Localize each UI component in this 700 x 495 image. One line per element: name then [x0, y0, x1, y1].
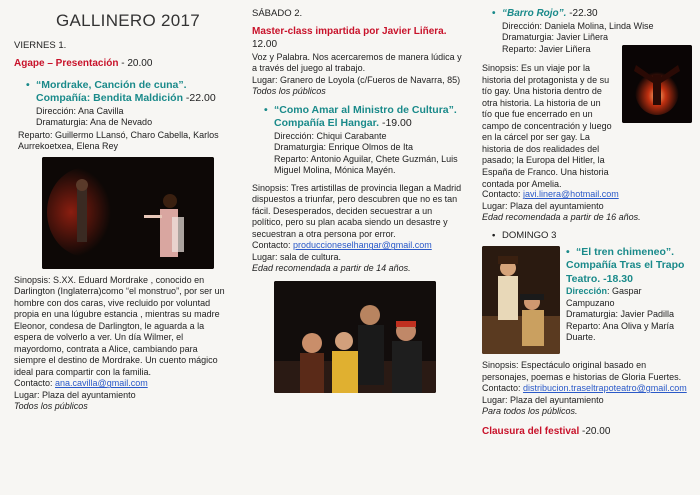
event-mordrake-contact: Contacto: ana.cavilla@gmail.com — [14, 378, 148, 389]
event-mordrake-dramaturgy: Dramaturgia: Ana de Nevado — [36, 117, 153, 128]
masterclass-audience: Todos los públicos — [252, 86, 326, 97]
page-title: GALLINERO 2017 — [56, 11, 201, 30]
closing-time: -20.00 — [579, 425, 611, 437]
event-ministro-time: -19.00 — [379, 117, 412, 130]
event-ministro-direction: Dirección: Chiqui Carabante — [274, 130, 387, 141]
event-tren-name: “El tren chimeneo”. — [576, 246, 675, 259]
event-mordrake-time: -22.00 — [183, 92, 216, 105]
barro-rojo-synopsis-block — [482, 63, 692, 189]
event-mordrake-name: “Mordrake, Canción de cuna”. — [36, 78, 187, 91]
agape-time: - 20.00 — [118, 57, 153, 69]
event-tren-time: -18.30 — [600, 272, 633, 285]
event-barro-rojo-dramaturgy: Dramaturgia: Javier Liñera — [502, 32, 609, 43]
bullet-icon: • — [566, 246, 570, 259]
event-tren-company-line — [566, 259, 692, 286]
event-barro-rojo-synopsis: Sinopsis: Es un viaje por la historia del protagonista y de su tío gay. Una historia dentro de otra historia. La historia de un tío que fue encerrado en un campo de concentración y luego en la cárcel por ser gay. La historia de dos realidades del pasado; la Europa del Hitler, la España de Franco. Una historia contada por Amelia. — [482, 63, 612, 189]
event-mordrake-cast: Reparto: Guillermo LLansó, Charo Cabella, Karlos Aurrekoetxea, Elena Rey — [18, 129, 219, 152]
masterclass-line — [252, 26, 462, 52]
event-tren-direction: Dirección: Gaspar Campuzano — [566, 286, 642, 308]
event-barro-rojo-direction: Dirección: Daniela Molina, Linda Wise — [502, 20, 654, 31]
event-mordrake-audience: Todos los públicos — [14, 401, 88, 412]
event-ministro-contact: Contacto: produccioneselhangar@gmail.com — [252, 240, 432, 251]
event-barro-rojo-title — [492, 8, 692, 21]
event-tren-company: Compañía Tras el Trapo Teatro. — [566, 259, 685, 285]
event-ministro-dramaturgy: Dramaturgia: Enrique Olmos de Ita — [274, 142, 414, 153]
event-ministro-name: “Como Amar al Ministro de Cultura”. — [274, 103, 457, 116]
day-heading-sunday: • DOMINGO 3 — [492, 229, 557, 241]
masterclass-time: 12.00 — [252, 38, 278, 50]
event-tren-synopsis: Sinopsis: Espectáculo original basado en personajes, poemas e historias de Gloria Fuertes. — [482, 360, 682, 382]
event-barro-rojo-time: -22.30 — [566, 8, 598, 19]
event-mordrake — [14, 79, 230, 129]
day-heading-friday: VIERNES 1. — [14, 39, 67, 51]
agape-label: Agape – Presentación — [14, 57, 119, 69]
bullet-icon: • — [492, 8, 496, 19]
masterclass-place: Lugar: Granero de Loyola (c/Fueros de Navarra, 85) — [252, 74, 461, 85]
barro-rojo-photo — [622, 45, 692, 123]
event-tren-audience: Para todos los públicos. — [482, 406, 578, 417]
event-mordrake-title — [26, 79, 230, 92]
event-ministro — [252, 104, 462, 177]
event-mordrake-place: Lugar: Plaza del ayuntamiento — [14, 389, 136, 400]
bullet-icon: • — [26, 78, 30, 91]
event-barro-rojo-age: Edad recomendada a partir de 16 años. — [482, 212, 641, 223]
masterclass-description: Voz y Palabra. Nos acercaremos de manera lúdica y a través del juego al trabajo. — [252, 51, 462, 74]
event-mordrake-company: Compañía: Bendita Maldición — [36, 92, 184, 105]
column-saturday — [238, 0, 470, 495]
event-tren-cast: Reparto: Ana Oliva y María Duarte. — [566, 320, 675, 343]
event-ministro-age: Edad recomendada a partir de 14 años. — [252, 263, 411, 274]
event-tren — [566, 246, 692, 354]
contact-email-link[interactable]: produccioneselhangar@gmail.com — [293, 240, 432, 251]
tren-chimeneo-photo — [482, 246, 560, 354]
event-tren-place: Lugar: Plaza del ayuntamiento — [482, 394, 604, 405]
event-ministro-title — [264, 104, 462, 117]
event-barro-rojo-cast: Reparto: Javier Liñera — [502, 43, 591, 54]
agape-line — [14, 58, 230, 71]
closing-label: Clausura del festival — [482, 425, 580, 437]
event-tren-title — [566, 246, 692, 259]
event-ministro-place: Lugar: sala de cultura. — [252, 251, 342, 262]
event-mordrake-company-line — [26, 92, 230, 105]
contact-email-link[interactable]: javi.linera@hotmail.com — [523, 189, 619, 200]
event-ministro-company-line — [264, 117, 462, 130]
event-ministro-cast: Reparto: Antonio Aguilar, Chete Guzmán, Luis Miguel Molina, Mónica Mayén. — [274, 153, 458, 176]
event-mordrake-synopsis: Sinopsis: S.XX. Eduard Mordrake , conocido en Darlington (Inglaterra)como “el monstruo”, por ser un hombre con dos caras, vive recluido por voluntad propia en una lúgubre estancia , mientras su madre Eleonor, condesa de Darlington, le aguarda a la espera de volverlo a ver. Un día Wilmer, el mayordomo, contrata a Alice, cambiando para siempre el destino de Mordrake. Un cuento mágico ideal para compartir con la familia. — [14, 274, 225, 377]
event-barro-rojo-name: “Barro Rojo”. — [502, 8, 567, 19]
event-ministro-synopsis: Sinopsis: Tres artistillas de provincia llegan a Madrid dispuestos a triunfar, pero descubren que no es tan fácil. Desesperados, deciden secuestrar a un político, pero su plan acaba siendo un desastre y secuestran a otra persona por error. — [252, 182, 462, 239]
column-saturday-sunday — [470, 0, 700, 495]
column-friday — [0, 0, 238, 495]
masterclass-label: Master-class impartida por Javier Liñera. — [252, 26, 447, 38]
bullet-icon: • — [264, 103, 268, 116]
contact-email-link[interactable]: ana.cavilla@gmail.com — [55, 378, 148, 389]
event-barro-rojo-contact: Contacto: javi.linera@hotmail.com — [482, 189, 619, 200]
mordrake-stage-photo — [42, 157, 214, 269]
event-tren-dramaturgy: Dramaturgia: Javier Padilla — [566, 309, 675, 320]
contact-email-link[interactable]: distribucion.traseltrapoteatro@gmail.com — [523, 383, 687, 394]
bullet-icon: • — [492, 229, 496, 241]
event-ministro-company: Compañía El Hangar. — [274, 117, 380, 130]
event-mordrake-direction: Dirección: Ana Cavilla — [36, 105, 124, 116]
hangar-cast-photo — [274, 281, 436, 393]
event-tren-row — [482, 246, 692, 354]
day-heading-saturday: SÁBADO 2. — [252, 8, 303, 19]
closing-line — [482, 426, 692, 439]
event-barro-rojo-place: Lugar: Plaza del ayuntamiento — [482, 200, 604, 211]
event-tren-contact: Contacto: distribucion.traseltrapoteatro@gmail.com — [482, 383, 687, 394]
